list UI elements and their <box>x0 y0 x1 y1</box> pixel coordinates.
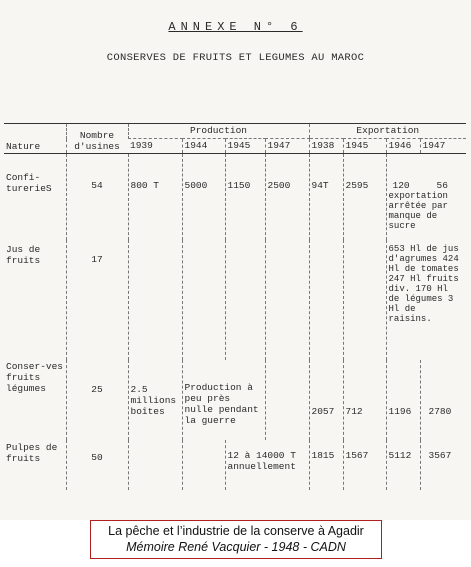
cell-exp-1945: 2595 <box>343 154 386 240</box>
table-row <box>4 154 466 240</box>
cell-exp-1947: 2780 <box>420 360 466 440</box>
cell-nature: Jus de fruits <box>6 243 41 266</box>
cell-prod-1945: 1150 <box>225 154 265 240</box>
prod-year-1944: 1944 <box>182 139 225 154</box>
caption-line-1: La pêche et l’industrie de la conserve à Agadir <box>108 524 364 538</box>
document-heading: CONSERVES DE FRUITS ET LEGUMES AU MAROC <box>106 52 365 64</box>
cell-usines: 17 <box>66 240 128 360</box>
annexe-title: ANNEXE N° 6 <box>168 20 303 34</box>
prod-year-1939: 1939 <box>128 139 182 154</box>
cell-prod-1944: 5000 <box>182 154 225 240</box>
prod-year-1947: 1947 <box>265 139 309 154</box>
header-usines: Nombre d'usines <box>66 124 128 154</box>
exp-year-1938: 1938 <box>309 139 343 154</box>
cell-exp-1947: 3567 <box>420 440 466 490</box>
cell-prod-1944: Production à peu près nulle pendant la guerre <box>182 360 265 440</box>
cell-exp-1945: 712 <box>343 360 386 440</box>
cell-note: 653 Hl de jus d'agrumes 424 Hl de tomates 247 Hl fruits div. 170 Hl de légumes 3 Hl de raisins. <box>386 240 466 360</box>
cell-usines: 25 <box>66 360 128 440</box>
table-row <box>4 440 466 490</box>
header-production: Production <box>128 124 309 139</box>
header-exportation: Exportation <box>309 124 466 139</box>
cell-exp-1945: 1567 <box>343 440 386 490</box>
cell-nature: Conser-ves fruits légumes <box>6 360 64 394</box>
cell-exp-1946: 1196 <box>386 360 420 440</box>
header-nature: Nature <box>4 124 66 154</box>
cell-prod-1939: 800 T <box>128 154 182 240</box>
exp-year-1946: 1946 <box>386 139 420 154</box>
table-row <box>4 240 466 360</box>
cell-prod-1947: 2500 <box>265 154 309 240</box>
cell-nature: Confi-turerieS <box>6 172 52 194</box>
source-caption <box>90 520 382 559</box>
cell-exp-1946: 120 <box>392 180 410 191</box>
caption-line-2: Mémoire René Vacquier - 1948 - CADN <box>126 540 346 554</box>
cell-note: exportation arrêtée par manque de sucre <box>388 191 448 231</box>
conserves-table <box>4 123 466 490</box>
table-row <box>4 360 466 440</box>
cell-exp-1947: 56 <box>436 180 448 191</box>
cell-exp-1938: 94T <box>309 154 343 240</box>
cell-prod-1945: 12 à 14000 T annuellement <box>225 440 309 490</box>
cell-usines: 50 <box>66 440 128 490</box>
cell-exp-1946-1947 <box>386 154 466 240</box>
cell-exp-1946: 5112 <box>386 440 420 490</box>
cell-exp-1938: 1815 <box>309 440 343 490</box>
prod-year-1945: 1945 <box>225 139 265 154</box>
cell-nature: Pulpes de fruits <box>6 441 58 464</box>
cell-prod-1939: 2.5 millions boîtes <box>128 360 182 440</box>
exp-year-1947: 1947 <box>420 139 466 154</box>
cell-usines: 54 <box>66 154 128 240</box>
cell-exp-1938: 2057 <box>309 360 343 440</box>
exp-year-1945: 1945 <box>343 139 386 154</box>
